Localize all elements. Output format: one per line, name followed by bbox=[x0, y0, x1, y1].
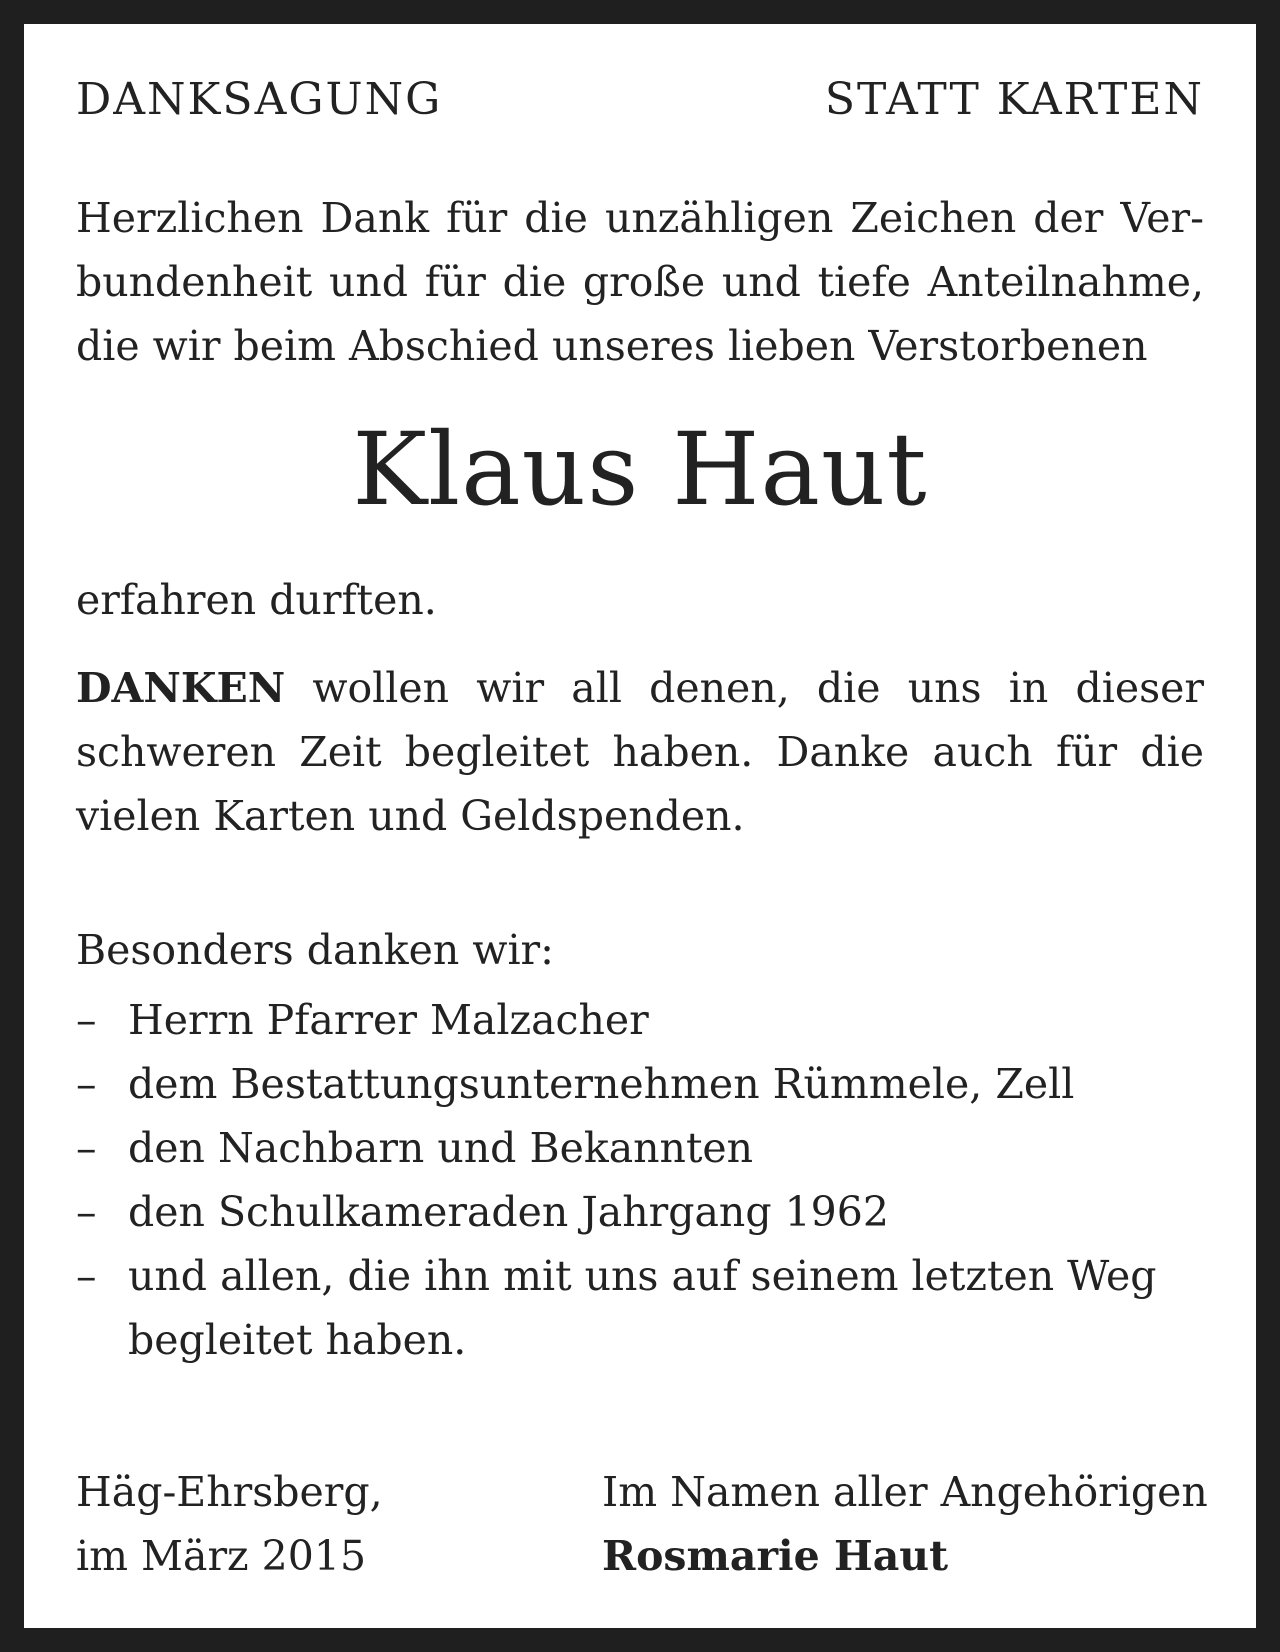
dash-bullet: – bbox=[76, 1060, 97, 1108]
header-right-label: STATT KARTEN bbox=[824, 74, 1204, 125]
list-item bbox=[76, 1116, 753, 1180]
list-item bbox=[76, 1244, 1156, 1308]
list-item-text: und allen, die ihn mit uns auf seinem letzten Weg bbox=[128, 1252, 1157, 1300]
list-item bbox=[76, 988, 649, 1052]
list-item-text: den Nachbarn und Bekannten bbox=[128, 1124, 754, 1172]
header-left-label: DANKSAGUNG bbox=[76, 74, 443, 125]
thanks-bold-word: DANKEN bbox=[76, 664, 286, 712]
list-item-text: den Schulkameraden Jahrgang 1962 bbox=[128, 1188, 889, 1236]
footer-signatory: Rosmarie Haut bbox=[602, 1532, 949, 1580]
intro-line-3: die wir beim Abschied unseres lieben Verstorbenen bbox=[76, 322, 1148, 370]
dash-bullet: – bbox=[76, 996, 97, 1044]
footer-date: im März 2015 bbox=[76, 1532, 367, 1580]
dash-bullet: – bbox=[76, 1124, 97, 1172]
special-heading: Besonders danken wir: bbox=[76, 926, 554, 974]
thanks-line-1-rest: wollen wir all denen, die uns in dieser bbox=[312, 664, 1204, 712]
footer-on-behalf: Im Namen aller Angehörigen bbox=[602, 1468, 1208, 1516]
list-item bbox=[76, 1180, 889, 1244]
thanks-line-2: schweren Zeit begleitet haben. Danke auch für die bbox=[76, 728, 1204, 776]
deceased-name: Klaus Haut bbox=[352, 411, 928, 528]
intro-line-2: bundenheit und für die große und tiefe Anteilnahme, bbox=[76, 258, 1204, 306]
list-item-continuation: begleitet haben. bbox=[128, 1316, 467, 1364]
thanks-line-3: vielen Karten und Geldspenden. bbox=[76, 792, 745, 840]
dash-bullet: – bbox=[76, 1252, 97, 1300]
thanks-line-1 bbox=[76, 656, 1204, 720]
after-name-text: erfahren durften. bbox=[76, 576, 437, 624]
intro-line-1: Herzlichen Dank für die unzähligen Zeichen der Ver- bbox=[76, 194, 1204, 242]
footer-place: Häg-Ehrsberg, bbox=[76, 1468, 383, 1516]
dash-bullet: – bbox=[76, 1188, 97, 1236]
list-item-text: dem Bestattungsunternehmen Rümmele, Zell bbox=[128, 1060, 1075, 1108]
list-item bbox=[76, 1052, 1074, 1116]
list-item-text: Herrn Pfarrer Malzacher bbox=[128, 996, 649, 1044]
